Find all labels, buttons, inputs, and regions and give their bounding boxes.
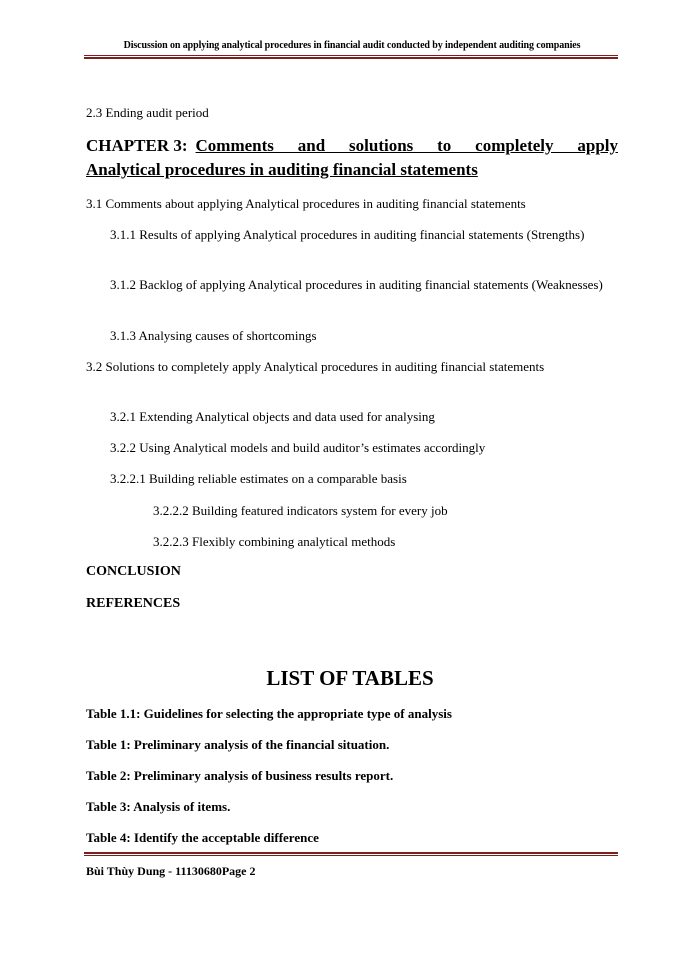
toc-item-3-2-2-3: 3.2.2.3 Flexibly combining analytical methods — [153, 534, 396, 549]
toc-item-2-3: 2.3 Ending audit period — [86, 105, 209, 120]
chapter-3-prefix: CHAPTER 3: — [86, 136, 188, 155]
running-header: Discussion on applying analytical procedures in financial audit conducted by independent auditing companies — [123, 40, 581, 51]
table-entry: Table 4: Identify the acceptable difference — [86, 830, 319, 845]
toc-references: REFERENCES — [86, 596, 181, 611]
table-entry: Table 1.1: Guidelines for selecting the appropriate type of analysis — [86, 706, 452, 721]
list-of-tables-title: LIST OF TABLES — [266, 666, 434, 690]
footer-author-page: Bùi Thùy Dung - 11130680Page 2 — [86, 864, 256, 878]
table-entry: Table 2: Preliminary analysis of business results report. — [86, 768, 394, 783]
chapter-3-title-line1: Comments and solutions to completely apply — [195, 136, 618, 155]
toc-item-3-2: 3.2 Solutions to completely apply Analytical procedures in auditing financial statements — [86, 359, 545, 374]
chapter-3-heading — [86, 134, 618, 182]
toc-item-3-1: 3.1 Comments about applying Analytical procedures in auditing financial statements — [86, 196, 526, 211]
toc-item-3-2-2: 3.2.2 Using Analytical models and build auditor’s estimates accordingly — [110, 440, 486, 455]
toc-item-3-1-1: 3.1.1 Results of applying Analytical procedures in auditing financial statements (Strengths) — [110, 227, 585, 242]
header-rule — [84, 55, 618, 59]
chapter-3-title-line2: Analytical procedures in auditing financial statements — [86, 160, 478, 179]
footer-rule — [84, 852, 618, 856]
table-entry: Table 1: Preliminary analysis of the financial situation. — [86, 737, 390, 752]
toc-item-3-2-2-2: 3.2.2.2 Building featured indicators system for every job — [153, 503, 448, 518]
toc-item-3-2-2-1: 3.2.2.1 Building reliable estimates on a comparable basis — [110, 471, 407, 486]
table-entry: Table 3: Analysis of items. — [86, 799, 231, 814]
toc-item-3-1-2: 3.1.2 Backlog of applying Analytical procedures in auditing financial statements (Weaknesses) — [110, 277, 603, 292]
toc-item-3-2-1: 3.2.1 Extending Analytical objects and data used for analysing — [110, 409, 435, 424]
toc-conclusion: CONCLUSION — [86, 564, 181, 579]
toc-item-3-1-3: 3.1.3 Analysing causes of shortcomings — [110, 328, 317, 343]
